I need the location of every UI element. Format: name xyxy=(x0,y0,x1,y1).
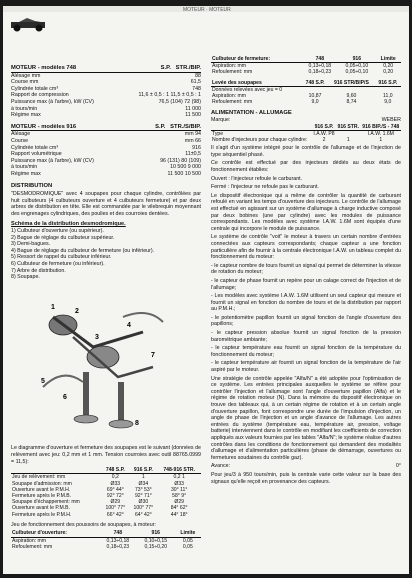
table-header: 748 S.P. xyxy=(101,467,129,474)
ignition-paragraph: Ce contrôle est effectué par des injecteurs dédiés au deux états de fonctionnement établies: xyxy=(211,160,401,173)
ignition-paragraph: - le capteur température air fournit un signal fonction de la température de l'air aspiré par le moteur. xyxy=(211,360,401,374)
motorcycle-logo-icon xyxy=(11,16,45,32)
table-header: Limite xyxy=(175,530,201,537)
table-cell: 30° 11° xyxy=(170,486,188,493)
table-cell: 0,15÷0,20 xyxy=(144,543,168,550)
closing-rocker-table xyxy=(211,56,401,76)
table-header: 916 S.P. xyxy=(375,80,401,87)
schema-item: 5) Ressort de rappel du culbuteur inférieur. xyxy=(11,254,112,261)
table-cell: 0,05 xyxy=(182,537,193,544)
table-header: Culbuteur de fermeture: xyxy=(211,56,301,63)
valve-lift-table xyxy=(211,80,401,106)
table-cell xyxy=(336,130,360,137)
table-cell: Refoulement: mm xyxy=(12,543,53,550)
table-cell: 0,18÷0,23 xyxy=(308,69,332,76)
diagram-callout: 5 xyxy=(41,377,45,385)
table-cell: Fermeture après le P.M.B. xyxy=(12,493,72,499)
col-sp: S.P. xyxy=(160,65,171,71)
table-header: 916 STR. xyxy=(337,123,360,130)
table-cell: 64° 42° xyxy=(134,511,152,518)
table-header: 748 xyxy=(99,530,137,537)
table-cell: 0,18÷0,23 xyxy=(106,543,130,550)
schema-legend xyxy=(11,228,201,281)
table-cell: Ø34 xyxy=(138,480,149,487)
distribution-text: "DESMODROMIQUE" avec 4 soupapes pour chaque cylindre, contrôlées par huit culbuteurs (4 culbuteurs ouverture et 4 culbuteurs fermeture) et par deux arbres de distribution en tête. Elle est commandée par le vilebrequin moyennant des engrenages cylindriques, des poulies et des courroies dentées. xyxy=(11,191,201,217)
table-cell: 0,05 xyxy=(182,543,193,550)
advance-value: 0° xyxy=(395,463,401,470)
spec-row xyxy=(11,73,201,80)
diagram-callout: 2 xyxy=(75,307,79,315)
table-row xyxy=(11,537,201,544)
spec-value: 11±0,5 xyxy=(185,151,201,158)
play-note: Jeu de fonctionnement des poussoirs de soupapes, à moteur: xyxy=(11,521,156,528)
table-cell: 0,13÷0,18 xyxy=(106,537,130,544)
ignition-paragraph: - le potentiomètre papillon fournit un signal fonction de l'angle d'ouverture des papillons; xyxy=(211,314,401,328)
spec-row xyxy=(11,112,201,119)
table-row xyxy=(211,86,401,93)
spec-label: Cylindrée totale cm³ xyxy=(11,85,59,92)
table-header xyxy=(11,467,101,474)
table-cell: Aspiration: mm xyxy=(212,93,246,100)
spec-value: 11 500 xyxy=(185,112,201,119)
spec-value: mm 66 xyxy=(184,137,201,144)
spec-value: 76,5 (104) 72 (98) xyxy=(158,98,201,105)
table-row xyxy=(211,63,401,70)
table-row xyxy=(11,512,201,518)
spec-label: Cylindrée totale cm³ xyxy=(11,144,59,151)
spec-value: 88 xyxy=(195,72,201,79)
table-header: 916 BIP./S - 748 xyxy=(362,123,400,130)
engine-916-specs xyxy=(11,131,201,177)
table-header: 748 S.P. xyxy=(302,80,328,87)
table-cell: 11,0 xyxy=(383,93,393,100)
engine-916-title: MOTEUR - modèles 916 xyxy=(11,123,77,130)
table-cell: Type xyxy=(212,130,224,137)
spec-value: 10 500 9 000 xyxy=(170,164,201,171)
advance-label: Avance: xyxy=(211,463,231,470)
spec-value: 11 000 xyxy=(185,105,201,112)
schema-item: 7) Arbre de distribution. xyxy=(11,267,66,274)
manual-page xyxy=(3,6,409,574)
table-row xyxy=(211,130,401,137)
table-header: 916 xyxy=(137,530,175,537)
table-header: Culbuteur d'ouverture: xyxy=(11,530,99,537)
table-cell: 8,74 xyxy=(346,99,357,106)
diagram-callout: 3 xyxy=(95,333,99,341)
spec-value: 61,5 xyxy=(190,79,201,86)
spec-row xyxy=(11,86,201,93)
col-str-bip: STR./BIP. xyxy=(175,65,201,71)
table-cell: 1 xyxy=(379,137,383,144)
spec-row xyxy=(11,158,201,165)
spec-label: Course mm xyxy=(11,79,39,86)
engine-916-header xyxy=(11,124,201,132)
table-cell xyxy=(375,86,401,93)
diagram-note: Le diagramme d'ouverture et fermeture des soupapes est le suivant (données de relèvement avec jeu: 0,2 mm et 1 mm. Tension courroies avec outil 88765.0999 = 11,5): xyxy=(11,445,201,465)
schema-item: 8) Soupape. xyxy=(11,274,40,281)
spec-label: Puissance max (à l'arbre), kW (CV) xyxy=(11,98,94,105)
ignition-paragraph: Une stratégie de contrôle appelée "Alfa/N" a été adoptée pour l'optimisation de ce système. Les entrées principales auxquelles le système se réfère pour contrôler l'injection et l'allumage sont l'angle d'ouverture papillon (Alfa) et le régime de rotation moteur (N). Dans la mémoire du dispositif électronique on trouve des tableaux qui, à un certain régime de rotation et à un certain angle d'ouverture papillon, font correspondre une durée de l'impulsion d'injection, un angle de phase de l'injection et un angle d'avance de l'allumage. Les autres entrées du système (température eau, température air, pression, voltage batterie) interviennent dans le contrôle en modifiant les coefficients de correction appliqués aux valeurs fournies par les tables "Alfa/N"; le système réalise d'autres contrôles dans les conditions de fonctionnement qui demandent des modalités d'allumage et d'alimentation particulières (phase de démarrage, ouvertures ou fermetures soudaines du contrôle gaz). xyxy=(211,375,401,461)
engine-748-specs xyxy=(11,73,201,119)
table-cell: 0,13÷0,18 xyxy=(308,63,332,70)
schema-title: Schéma de la distribution desmodromique. xyxy=(11,221,126,228)
ignition-table xyxy=(211,124,401,144)
spec-row xyxy=(11,138,201,145)
table-cell: Ø29 xyxy=(110,499,121,506)
ignition-paragraph: Fermé : l'injecteur ne refoule pas le carburant. xyxy=(211,184,319,191)
table-cell: 0,10÷0,15 xyxy=(144,537,168,544)
table-cell: 0,2 1 xyxy=(173,474,185,481)
table-cell: 1 xyxy=(141,474,145,481)
schema-item: 1) Culbuteur d'ouverture (ou supérieur). xyxy=(11,228,104,235)
ignition-paragraph: Le système de contrôle "voit" le moteur à travers un certain nombre d'entrées connectées aux capteurs correspondants; chaque capteur a une fonction particulière afin de fournir à la centrale électronique I.A.W. un tableau complet du fonctionnement du moteur: xyxy=(211,234,401,261)
table-cell: 9,0 xyxy=(384,99,392,106)
table-cell: 73° 53° xyxy=(134,486,152,493)
spec-label: Rapport volumétrique xyxy=(11,151,62,158)
table-row xyxy=(11,474,201,481)
spec-label: Rapport de compression xyxy=(11,92,69,99)
col-sp: S.P. xyxy=(155,123,166,130)
spec-row xyxy=(11,145,201,152)
table-cell: 92° 71° xyxy=(134,493,152,499)
table-cell: Ouverture avant le P.M.B. xyxy=(12,505,70,512)
table-cell: 0,20 xyxy=(383,63,394,70)
table-cell: I.A.W. P8 xyxy=(313,130,335,137)
spec-value: 748 xyxy=(192,85,201,92)
table-header: 916 STR/BIP/S xyxy=(328,80,374,87)
advance-row xyxy=(211,463,401,470)
spec-row xyxy=(11,171,201,178)
table-cell: 58° 9° xyxy=(172,493,187,499)
table-cell: 66° 42° xyxy=(106,511,124,518)
ignition-title: ALIMENTATION - ALLUMAGE xyxy=(211,110,292,117)
table-cell: Refoulement: mm xyxy=(212,69,253,76)
table-cell: 9,60 xyxy=(346,93,357,100)
diagram-callout: 6 xyxy=(63,393,67,401)
spec-row xyxy=(11,79,201,86)
table-cell: 0,05÷0,10 xyxy=(345,63,369,70)
spec-value: 96 (131) 80 (109) xyxy=(160,157,201,164)
ignition-paragraph: Le dispositif électronique qui a même de contrôler la quantité de carburant refoulé en variant les temps d'ouverture des injecteurs. Le contrôle de l'allumage est effectué en agissant sur un système d'allumage à charge inductive composé par deux bobines (une par cylindre) avec les modules de puissance correspondants. Les modèles avec système I.A.W. 1.6M sont équipés d'une centrale qui incorpore le module de puissance. xyxy=(211,192,401,232)
distribution-title: DISTRIBUTION xyxy=(11,182,53,189)
spec-label: Course xyxy=(11,137,29,144)
ignition-paragraph: - le capteur de phase fournit un repère pour un calage correct de l'injection et de l'allumage; xyxy=(211,277,401,291)
table-header: 748 xyxy=(301,56,338,63)
spec-row xyxy=(11,151,201,158)
ignition-description xyxy=(211,145,401,461)
diagram-callout: 8 xyxy=(135,419,139,427)
ignition-paragraph: Ouvert : l'injecteur refoule le carburant. xyxy=(211,175,303,182)
table-cell: Soupape d'admission: mm xyxy=(12,480,72,487)
spec-value: 916 xyxy=(192,144,201,151)
ignition-paragraph: Il s'agit d'un système intégré pour le contrôle de l'allumage et de l'injection de type séquentiel phasé. xyxy=(211,145,401,158)
table-header: 916 S.P. xyxy=(129,467,157,474)
table-header: Levée des soupapes xyxy=(211,80,302,87)
spec-value: mm 94 xyxy=(184,131,201,138)
ignition-paragraph: - le capteur température eau fournit un signal fonction de la température du fonctionnement du moteur; xyxy=(211,345,401,358)
table-cell: 9,0 xyxy=(311,99,319,106)
opening-rocker-table xyxy=(11,530,201,550)
brand-value: WEBER xyxy=(381,117,401,124)
schema-item: 4) Bague de réglage du culbuteur de fermeture (ou inférieur). xyxy=(11,247,155,254)
spec-label: à tours/min xyxy=(11,164,38,171)
table-cell: 10,87 xyxy=(308,93,322,100)
table-cell: Aspiration: mm xyxy=(212,63,246,70)
table-cell: Ouverture avant le P.M.H. xyxy=(12,486,71,493)
running-header: MOTEUR · MOTEUR xyxy=(183,7,231,13)
table-cell: 1 xyxy=(346,137,350,144)
brand-label: Marque: xyxy=(211,117,231,124)
schema-item: 3) Demi-bagues. xyxy=(11,241,51,248)
table-cell: Données relevées avec jeu = 0 xyxy=(212,86,283,93)
col-str-s-bip: STR./S/BIP. xyxy=(170,123,201,130)
table-cell: Aspiration: mm xyxy=(12,537,46,544)
table-header: 916 S.P. xyxy=(312,124,336,131)
desmodromic-diagram xyxy=(23,287,173,437)
spec-label: Puissance max (à l'arbre), kW (CV) xyxy=(11,157,94,164)
table-row xyxy=(211,137,401,143)
table-cell xyxy=(302,86,328,93)
spec-value: 11 500 10 500 xyxy=(167,170,201,177)
diagram-callout: 7 xyxy=(151,351,155,359)
table-cell xyxy=(328,86,374,93)
spec-row xyxy=(11,131,201,138)
table-header: 916 xyxy=(338,56,375,63)
schema-item: 6) Culbuteur de fermeture (ou inférieur). xyxy=(11,261,105,268)
diagram-callout: 1 xyxy=(51,303,55,311)
schema-item: 2) Bague de réglage du culbuteur supérieur. xyxy=(11,234,115,241)
spec-row xyxy=(11,99,201,106)
spec-label: Régime max xyxy=(11,112,41,119)
table-row xyxy=(11,544,201,550)
table-cell: 84° 62° xyxy=(170,505,188,512)
table-cell: 100° 77° xyxy=(105,505,126,512)
right-column xyxy=(211,56,401,487)
spec-value: 11,6 ± 0,5 : 1 11,5 ± 0,5 : 1 xyxy=(138,92,201,99)
advance-footer: Pour jeu/3 à 950 tours/min, puis la centrale varie cette valeur sur la base des signaux qu'elle reçoit en provenance des capteurs. xyxy=(211,471,401,485)
table-row xyxy=(211,99,401,105)
table-cell: 0,05÷0,10 xyxy=(345,69,369,76)
table-header: Limite xyxy=(375,56,401,63)
table-cell: Refoulement: mm xyxy=(212,99,253,106)
table-cell: Nombre d'injecteurs pour chaque cylindre: xyxy=(212,137,308,144)
spec-label: Alésage mm xyxy=(11,72,41,79)
spec-row xyxy=(11,92,201,99)
table-cell: Ø30 xyxy=(138,499,149,506)
diagram-callout: 4 xyxy=(127,321,131,329)
ignition-paragraph: - Les modèles avec système I.A.W. 1.6M utilisent un seul capteur qui mesure et fournit un signal en fonction du nombre de tours et de la distribution par rapport au P.M.H.; xyxy=(211,293,401,313)
table-cell: Ø33 xyxy=(174,480,184,487)
table-cell: 0,2 xyxy=(111,474,119,481)
table-row xyxy=(211,69,401,75)
table-row xyxy=(11,505,201,511)
table-header: 748-916 STR. xyxy=(157,467,201,474)
table-header xyxy=(211,124,312,131)
table-cell: Ø29 xyxy=(174,499,184,506)
engine-748-header xyxy=(11,65,201,73)
table-cell: Soupape d'échappement: mm xyxy=(12,499,80,506)
table-cell: Ø33 xyxy=(110,480,121,487)
table-cell: Fermeture après le P.M.H. xyxy=(12,511,72,518)
table-cell: 100° 77° xyxy=(133,505,154,512)
table-cell: Jeu de relèvement: mm xyxy=(12,474,66,481)
table-cell: 44° 18° xyxy=(170,511,188,518)
table-cell: 0,20 xyxy=(383,69,394,76)
valve-timing-table xyxy=(11,467,201,518)
spec-label: à tours/min xyxy=(11,105,38,112)
engine-748-title: MOTEUR - modèles 748 xyxy=(11,65,77,71)
spec-row xyxy=(11,164,201,171)
table-cell: 92° 72° xyxy=(106,493,124,499)
left-column xyxy=(11,62,201,550)
table-cell: 2 xyxy=(322,137,326,144)
spec-row xyxy=(11,106,201,113)
table-cell: 69° 44° xyxy=(106,486,124,493)
ignition-paragraph: - le capteur nombre de tours fournit un signal qui permet de déterminer la vitesse de rotation du moteur; xyxy=(211,262,401,276)
spec-label: Régime max xyxy=(11,170,41,177)
ignition-paragraph: - le capteur pression absolue fournit un signal fonction de la pression barométrique ambiante; xyxy=(211,330,401,343)
spec-label: Alésage xyxy=(11,131,31,138)
ignition-brand-row xyxy=(211,117,401,124)
table-cell: I.A.W. 1.6M xyxy=(367,130,394,137)
